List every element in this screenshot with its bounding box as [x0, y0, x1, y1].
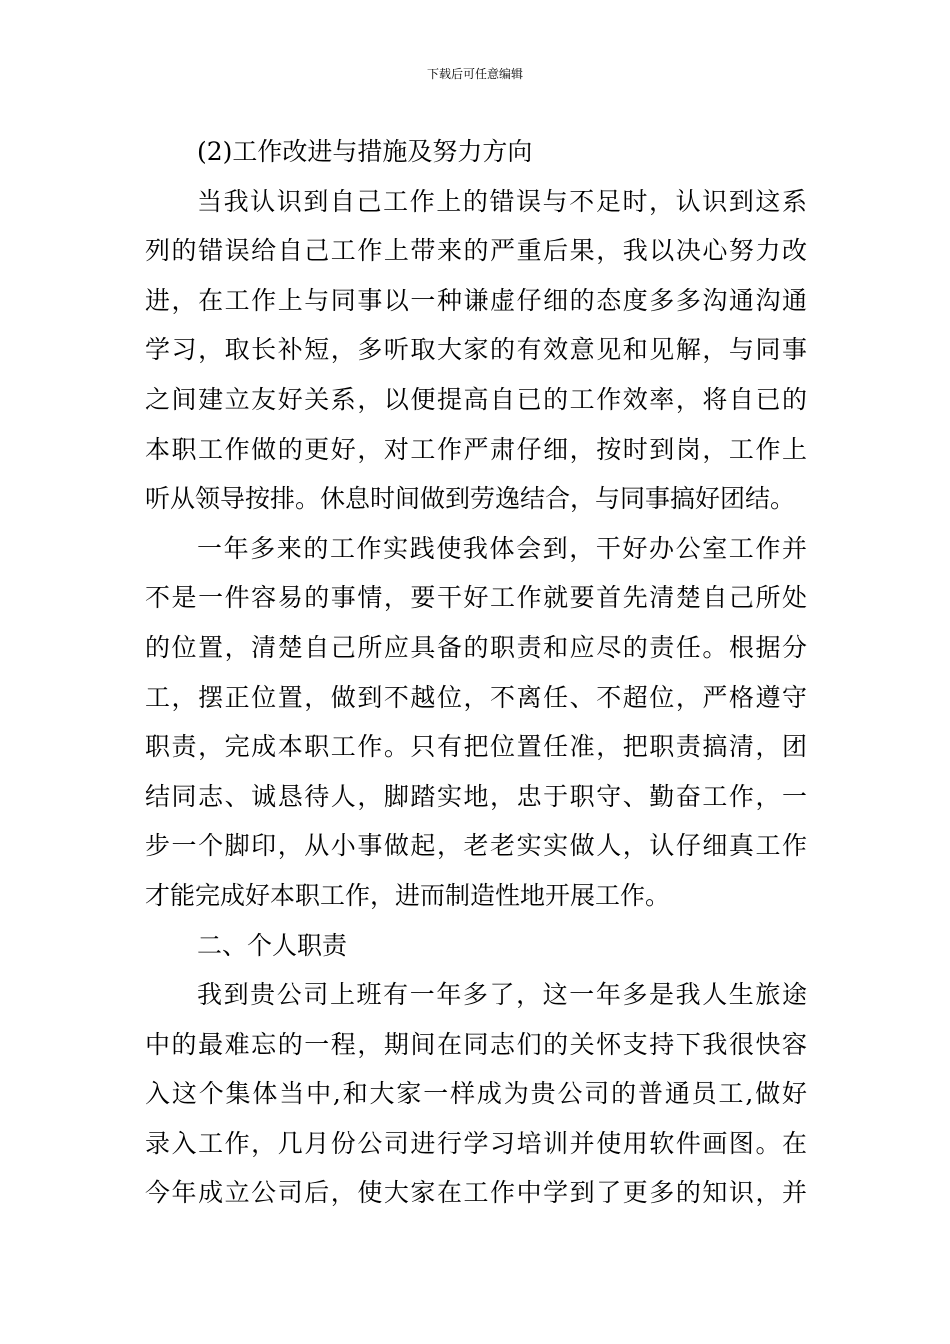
page-header: 下载后可任意编辑: [426, 67, 523, 81]
text-line: 二、个人职责: [197, 930, 348, 960]
text-line: 职责，完成本职工作。只有把位置任准，把职责搞清，团: [145, 732, 807, 762]
text-line: 才能完成好本职工作，进而制造性地开展工作。: [145, 880, 671, 910]
paragraph-experience: [145, 524, 807, 921]
text-line: 录入工作，几月份公司进行学习培训并使用软件画图。在: [145, 1128, 807, 1158]
section-heading-personal-duties: [145, 921, 807, 971]
text-line: 工，摆正位置，做到不越位，不离任、不超位，严格遵守: [145, 682, 807, 712]
text-line: 列的错误给自己工作上带来的严重后果，我以决心努力改: [145, 236, 807, 266]
text-line: 当我认识到自己工作上的错误与不足时，认识到这系: [197, 186, 807, 216]
text-line: 入这个集体当中,和大家一样成为贵公司的普通员工,做好: [145, 1079, 807, 1109]
text-line: 中的最难忘的一程，期间在同志们的关怀支持下我很快容: [145, 1029, 807, 1059]
text-line: 不是一件容易的事情，要干好工作就要首先清楚自己所处: [145, 583, 807, 613]
text-line: 听从领导按排。休息时间做到劳逸结合，与同事搞好团结。: [145, 484, 796, 514]
paragraph-improvement: [145, 177, 807, 524]
text-line: 本职工作做的更好，对工作严肃仔细，按时到岗，工作上: [145, 434, 807, 464]
text-line: 步一个脚印，从小事做起，老老实实做人，认仔细真工作: [145, 831, 807, 861]
paragraph-heading-improvement: [145, 127, 807, 177]
text-line: (2)工作改进与措施及努力方向: [197, 137, 533, 166]
text-line: 一年多来的工作实践使我体会到，干好办公室工作并: [197, 533, 807, 563]
text-line: 我到贵公司上班有一年多了，这一年多是我人生旅途: [197, 980, 807, 1010]
text-line: 进，在工作上与同事以一种谦虚仔细的态度多多沟通沟通: [145, 285, 807, 315]
text-line: 学习，取长补短，多听取大家的有效意见和见解，与同事: [145, 335, 807, 365]
document-body: [145, 127, 807, 1218]
paragraph-personal-duties: [145, 970, 807, 1218]
text-line: 结同志、诚恳待人，脚踏实地，忠于职守、勤奋工作，一: [145, 781, 807, 811]
text-line: 的位置，清楚自己所应具备的职责和应尽的责任。根据分: [145, 632, 807, 662]
text-line: 今年成立公司后，使大家在工作中学到了更多的知识，并: [145, 1178, 807, 1208]
text-line: 之间建立友好关系，以便提高自已的工作效率，将自已的: [145, 384, 807, 414]
